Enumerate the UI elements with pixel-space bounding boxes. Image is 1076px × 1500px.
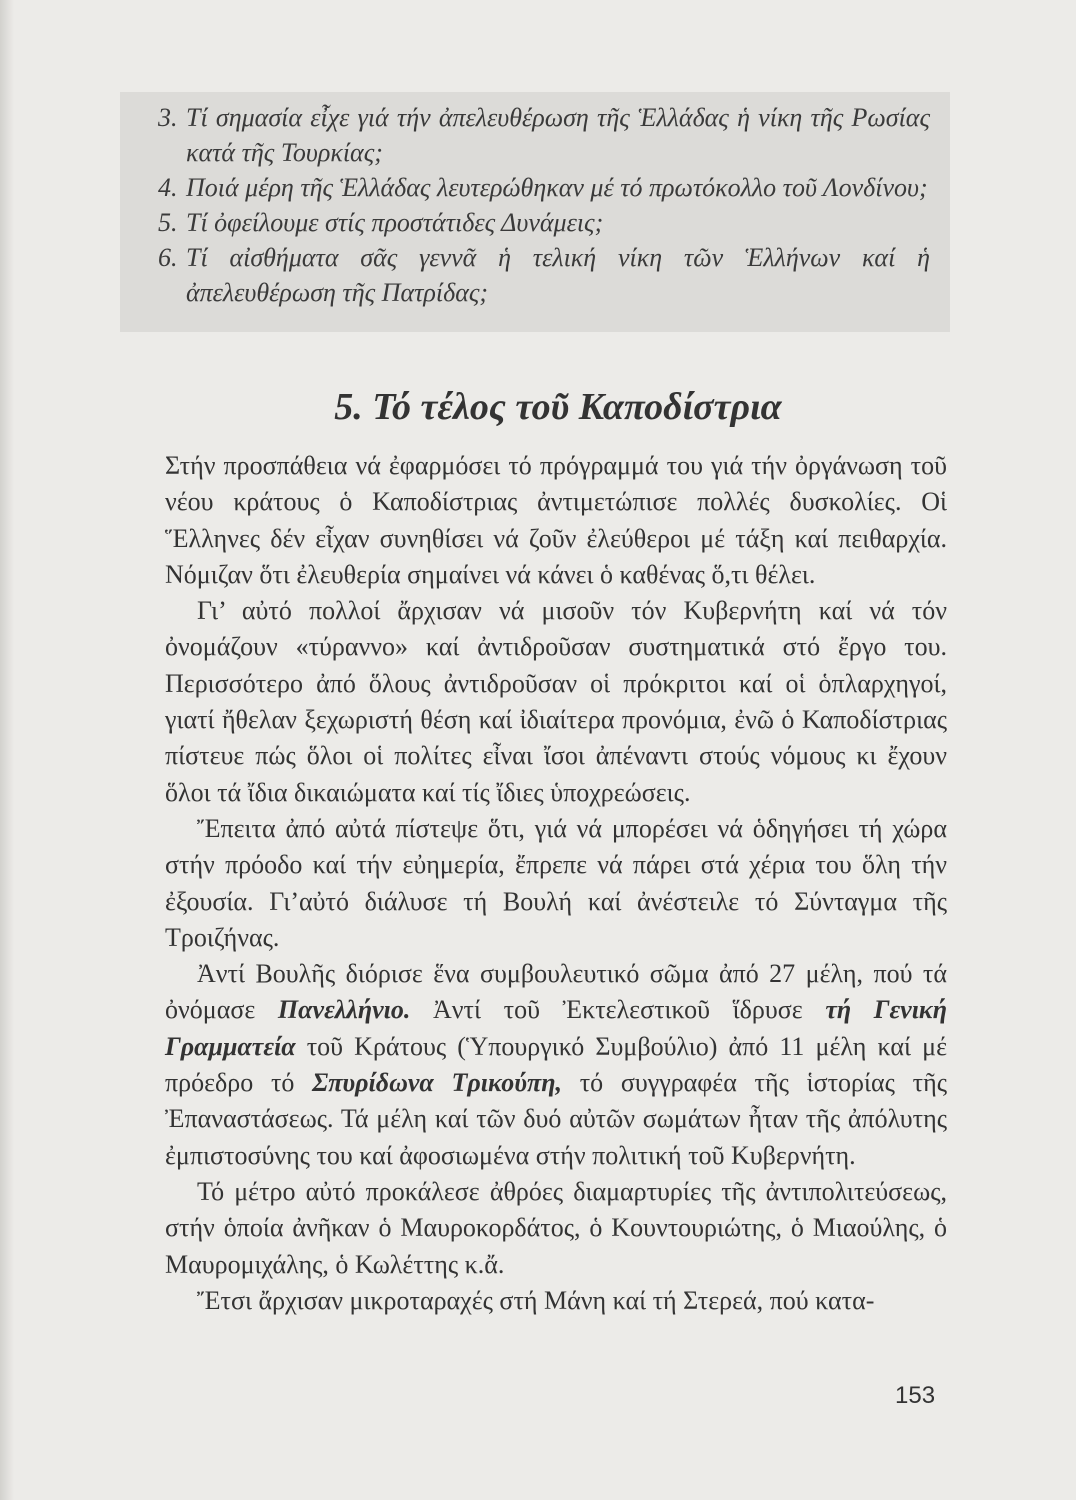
question-number: 3. [158, 103, 178, 132]
paragraph: Στήν προσπάθεια νά ἐφαρμόσει τό πρόγραμμά του γιά τήν ὀργάνωση τοῦ νέου κράτους ὁ Καποδίστριας ἀντιμετώπισε πολλές δυσκολίες. Οἱ Ἕλληνες δέν εἶχαν συνηθίσει νά ζοῦν ἐλεύθεροι μέ τάξη καί πειθαρχία. Νόμιζαν ὅτι ἐλευθερία σημαίνει νά κάνει ὁ καθένας ὅ,τι θέλει. [165, 451, 947, 589]
question-number: 6. [158, 243, 178, 272]
question-item [158, 100, 930, 170]
paragraph: Ἔτσι ἄρχισαν μικροταραχές στή Μάνη καί τή Στερεά, πού κατα- [197, 1285, 875, 1315]
page-edge [0, 0, 14, 1500]
text-run: τό συγγραφέα τῆς ἱστορίας τῆς Ἐπαναστάσεως. Τά μέλη καί τῶν δυό αὐτῶν σωμάτων ἦταν τῆς ἀπόλυτης ἐμπιστοσύνης του καί ἀφοσιωμένα στήν πολιτική τοῦ Κυβερνήτη. [165, 1068, 947, 1170]
page-number: 153 [895, 1382, 936, 1409]
question-number: 5. [158, 208, 178, 237]
review-questions-box [120, 92, 950, 332]
paragraph [165, 956, 947, 1174]
question-item [158, 170, 930, 205]
question-item [158, 205, 930, 240]
paragraph: Γι’ αὐτό πολλοί ἄρχισαν νά μισοῦν τόν Κυβερνήτη καί νά τόν ὀνομάζουν «τύραννο» καί ἀντιδροῦσαν συστηματικά στό ἔργο του. Περισσότερο ἀπό ὅλους ἀντιδροῦσαν οἱ πρόκριτοι καί οἱ ὁπλαρχηγοί, γιατί ἤθελαν ξεχωριστή θέση καί ἰδιαίτερα προνόμια, ἐνῶ ὁ Καποδίστριας πίστευε πώς ὅλοι οἱ πολίτες εἶναι ἴσοι ἀπέναντι στούς νόμους κι ἔχουν ὅλοι τά ἴδια δικαιώματα καί τίς ἴδιες ὑποχρεώσεις. [165, 596, 947, 807]
question-text: Τί σημασία εἶχε γιά τήν ἀπελευθέρωση τῆς Ἑλλάδας ἡ νίκη τῆς Ρωσίας κατά τῆς Τουρκίας; [186, 103, 930, 167]
questions-list [158, 100, 930, 310]
emphasis-panellinio: Πανελλήνιο. [277, 995, 411, 1025]
text-run: τοῦ Κράτους (Ὑπουργικό Συμβούλιο) ἀπό 11 μέλη καί μέ πρόεδρο τό [165, 1031, 947, 1098]
question-text: Ποιά μέρη τῆς Ἑλλάδας λευτερώθηκαν μέ τό πρωτόκολλο τοῦ Λονδίνου; [186, 173, 928, 202]
text-run: Ἀντί τοῦ Ἐκτελεστικοῦ ἵδρυσε [410, 995, 826, 1025]
paragraph: Τό μέτρο αὐτό προκάλεσε ἀθρόες διαμαρτυρίες τῆς ἀντιπολιτεύσεως, στήν ὁποία ἀνῆκαν ὁ Μαυροκορδάτος, ὁ Κουντουριώτης, ὁ Μιαούλης, ὁ Μαυρομιχάλης, ὁ Κωλέττης κ.ἄ. [165, 1176, 947, 1279]
text-run: Ἀντί Βουλῆς διόρισε ἕνα συμβουλευτικό σῶμα ἀπό 27 μέλη, πού τά ὀνόμασε [165, 959, 947, 1025]
body-text [165, 448, 947, 1319]
emphasis-geniki-grammateia: τή Γενική Γραμματεία [165, 995, 947, 1061]
question-text: Τί αἰσθήματα σᾶς γεννᾶ ἡ τελική νίκη τῶν Ἑλλήνων καί ἡ ἀπελευθέρωση τῆς Πατρίδας; [186, 243, 930, 307]
question-text: Τί ὀφείλουμε στίς προστάτιδες Δυνάμεις; [186, 208, 604, 237]
paragraph: Ἔπειτα ἀπό αὐτά πίστεψε ὅτι, γιά νά μπορέσει νά ὁδηγήσει τή χώρα στήν πρόοδο καί τήν εὐημερία, ἔπρεπε νά πάρει στά χέρια του ὅλη τήν ἐξουσία. Γι’αὐτό διάλυσε τή Βουλή καί ἀνέστειλε τό Σύνταγμα τῆς Τροιζήνας. [165, 813, 947, 952]
section-title: 5. Τό τέλος τοῦ Καποδίστρια [334, 386, 782, 428]
question-number: 4. [158, 173, 178, 202]
question-item [158, 240, 930, 310]
emphasis-trikoupis: Σπυρίδωνα Τρικούπη, [312, 1068, 562, 1098]
